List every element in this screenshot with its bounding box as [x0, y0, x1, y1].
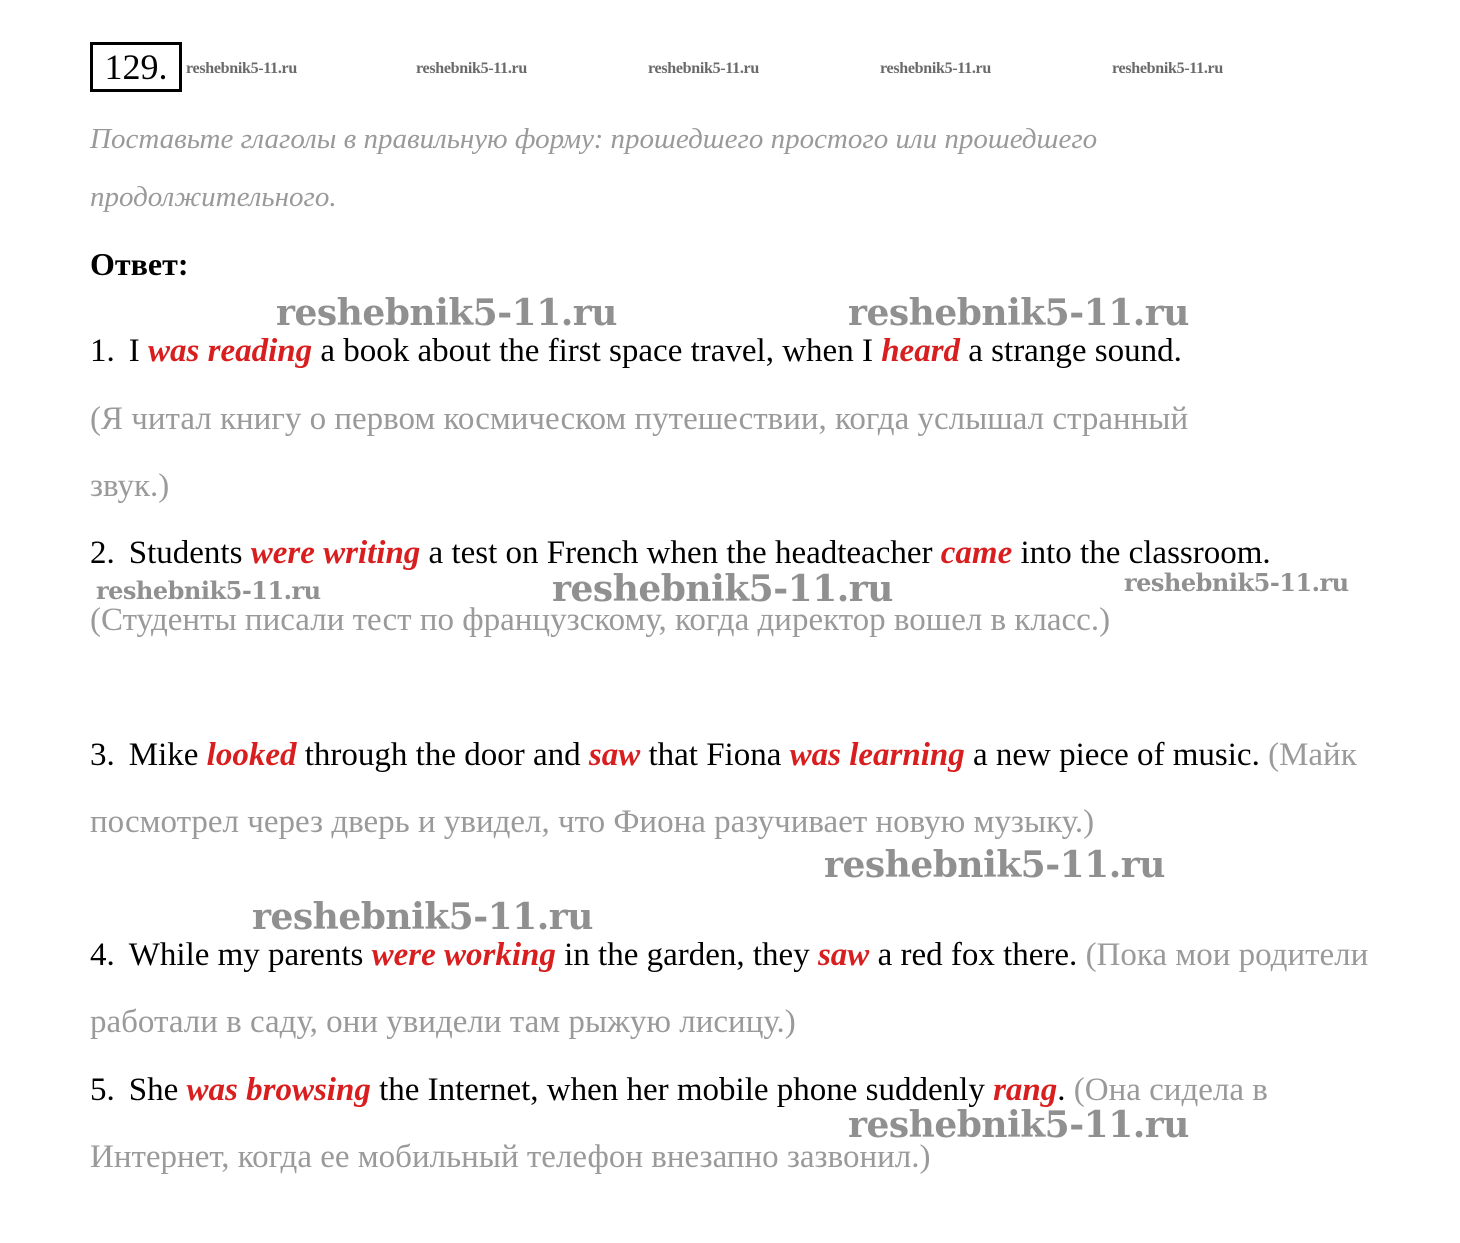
answer-item-4: [90, 922, 1390, 1056]
header-watermark: reshebnik5-11.ru: [186, 60, 297, 77]
item-text: a strange sound.: [960, 333, 1182, 369]
item-text: that Fiona: [640, 737, 790, 773]
header-watermark: reshebnik5-11.ru: [416, 60, 527, 77]
watermark: reshebnik5-11.ru: [96, 576, 321, 605]
verb-answer: came: [940, 535, 1013, 571]
translation-4: (Пока мои родители работали в саду, они увидели там рыжую лисицу.): [90, 937, 1369, 1040]
watermark: reshebnik5-11.ru: [252, 896, 593, 938]
item-text: She: [128, 1072, 187, 1108]
translation-1: (Я читал книгу о первом космическом путешествии, когда услышал странный звук.): [90, 401, 1189, 504]
verb-answer: were writing: [250, 535, 421, 571]
item-text: a new piece of music.: [964, 737, 1269, 773]
exercise-number: 129.: [90, 42, 182, 92]
item-text: in the garden, they: [555, 937, 818, 973]
verb-answer: was reading: [148, 333, 313, 369]
item-text: .: [1057, 1072, 1074, 1108]
item-number: 5.: [90, 1072, 115, 1108]
verb-answer: saw: [817, 937, 870, 973]
item-text: a red fox there.: [869, 937, 1086, 973]
answer-item-3: [90, 722, 1380, 856]
task-instruction: Поставьте глаголы в правильную форму: прошедшего простого или прошедшего продолжительного.: [90, 123, 1098, 213]
verb-answer: was learning: [789, 737, 965, 773]
item-text: Mike: [128, 737, 207, 773]
item-text: Students: [128, 535, 251, 571]
watermark: reshebnik5-11.ru: [848, 292, 1189, 334]
answer-label: Ответ:: [90, 246, 189, 282]
watermark: reshebnik5-11.ru: [824, 844, 1165, 886]
header-watermark: reshebnik5-11.ru: [1112, 60, 1223, 77]
watermark: reshebnik5-11.ru: [848, 1104, 1189, 1146]
item-text: a book about the first space travel, when I: [312, 333, 882, 369]
verb-answer: were working: [371, 937, 556, 973]
item-text: into the classroom.: [1012, 535, 1271, 571]
item-text: the Internet, when her mobile phone suddenly: [370, 1072, 994, 1108]
translation-2: (Студенты писали тест по французскому, когда директор вошел в класс.): [90, 602, 1111, 638]
watermark: reshebnik5-11.ru: [276, 292, 617, 334]
watermark: reshebnik5-11.ru: [1124, 568, 1349, 597]
verb-answer: looked: [206, 737, 297, 773]
item-number: 4.: [90, 937, 115, 973]
item-number: 2.: [90, 535, 115, 571]
verb-answer: was browsing: [186, 1072, 371, 1108]
watermark: reshebnik5-11.ru: [552, 568, 893, 610]
item-number: 1.: [90, 333, 115, 369]
verb-answer: rang: [993, 1072, 1058, 1108]
item-number: 3.: [90, 737, 115, 773]
item-text: While my parents: [128, 937, 372, 973]
header-watermark: reshebnik5-11.ru: [880, 60, 991, 77]
item-text: a test on French when the headteacher: [420, 535, 941, 571]
translation-5: (Она сидела в Интернет, когда ее мобильный телефон внезапно зазвонил.): [90, 1072, 1268, 1175]
verb-answer: heard: [881, 333, 961, 369]
item-text: through the door and: [296, 737, 589, 773]
translation-3: (Майк посмотрел через дверь и увидел, что Фиона разучивает новую музыку.): [90, 737, 1357, 840]
header-watermark: reshebnik5-11.ru: [648, 60, 759, 77]
verb-answer: saw: [588, 737, 641, 773]
item-text: I: [128, 333, 148, 369]
